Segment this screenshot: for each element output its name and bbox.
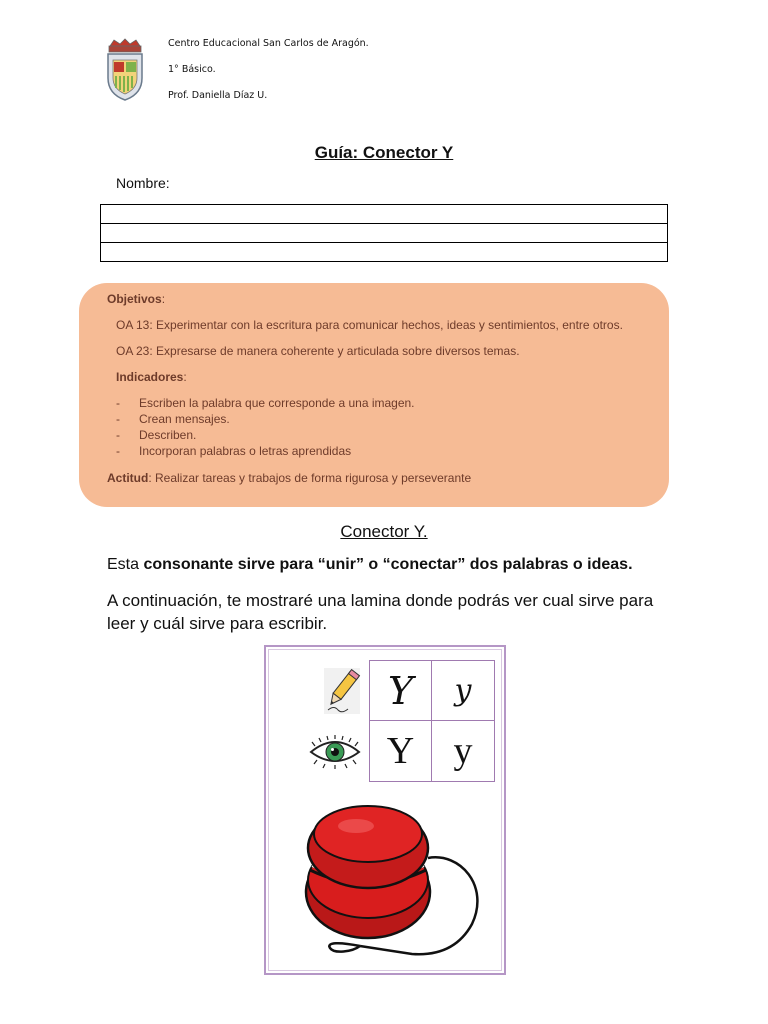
yoyo-image [300, 796, 496, 962]
name-line[interactable] [101, 243, 667, 262]
grade-label: 1° Básico. [168, 64, 216, 75]
indicator-item: - Escriben la palabra que corresponde a una imagen. [116, 396, 415, 410]
name-line[interactable] [101, 205, 667, 224]
page-title: Guía: Conector Y [314, 143, 454, 162]
objectives-box: Objetivos: OA 13: Experimentar con la escritura para comunicar hechos, ideas y sentimientos, entre otros. OA 23: Expresarse de manera coherente y articulada sobre diversos temas. Indicadores: - Escriben la palabra que corresponde a una imagen. - Crean mensajes. - Describen. - Incorporan palabras o letras aprendidas Actitud: Realizar tareas y trabajos de forma rigurosa y perseverante [79, 283, 669, 507]
name-lines-box[interactable] [100, 204, 668, 262]
paragraph-explanation: A continuación, te mostraré una lamina donde podrás ver cual sirve para leer y cuál sirve para escribir. [107, 591, 654, 633]
objective-oa13: OA 13: Experimentar con la escritura para comunicar hechos, ideas y sentimientos, entre otros. [116, 318, 623, 332]
indicator-item: - Crean mensajes. [116, 412, 230, 426]
indicators-heading: Indicadores [116, 370, 184, 384]
name-label: Nombre: [116, 175, 170, 191]
pencil-icon [322, 666, 362, 716]
indicator-item: - Incorporan palabras o letras aprendidas [116, 444, 352, 458]
objectives-heading: Objetivos [107, 292, 162, 306]
cursive-lower-y: y [454, 673, 472, 708]
attitude-label: Actitud [107, 471, 149, 485]
print-lower-y: y [453, 730, 473, 772]
print-upper-y: Y [386, 730, 415, 772]
teacher-name: Prof. Daniella Díaz U. [168, 90, 268, 101]
letter-cell [432, 661, 494, 721]
attitude-line: Actitud: Realizar tareas y trabajos de forma rigurosa y perseverante [107, 471, 472, 485]
letter-cell [432, 721, 494, 781]
eye-icon [307, 734, 363, 770]
letters-grid [369, 660, 495, 782]
letter-cell [370, 721, 432, 781]
paragraph-intro: Esta consonante sirve para “unir” o “conectar” dos palabras o ideas. [107, 556, 633, 573]
cursive-upper-y: Y [387, 668, 414, 713]
objective-oa23: OA 23: Expresarse de manera coherente y articulada sobre diversos temas. [116, 344, 520, 358]
school-name: Centro Educacional San Carlos de Aragón. [168, 38, 369, 49]
letter-cell [370, 661, 432, 721]
attitude-text: Realizar tareas y trabajos de forma rigurosa y perseverante [155, 471, 472, 485]
indicator-item: - Describen. [116, 428, 197, 442]
school-crest [104, 38, 146, 102]
name-line[interactable] [101, 224, 667, 243]
section-subtitle: Conector Y. [340, 522, 428, 541]
